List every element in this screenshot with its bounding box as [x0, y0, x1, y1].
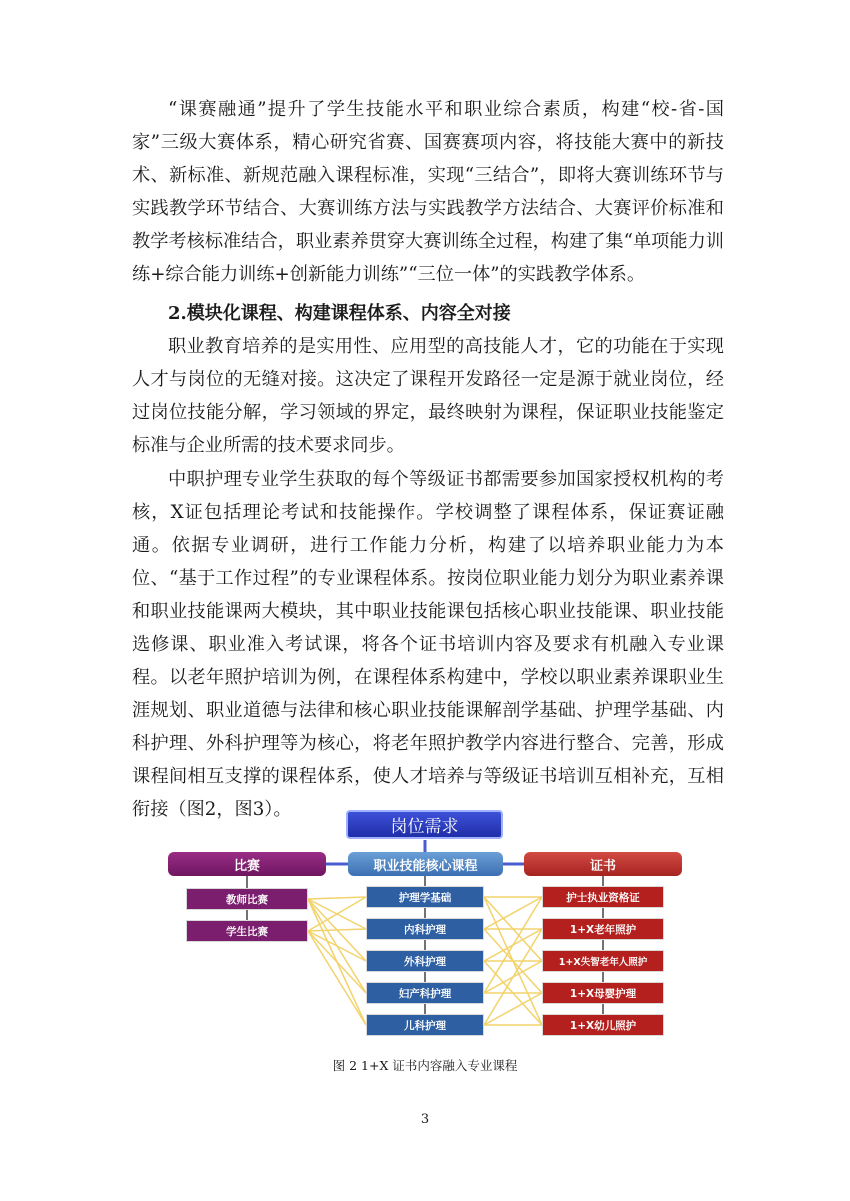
cert-item-maternal-care: 1+X母婴护理: [542, 982, 664, 1004]
competition-item-teacher: 教师比赛: [186, 888, 308, 910]
figure-caption: 图 2 1+X 证书内容融入专业课程: [332, 1058, 518, 1073]
section-heading: 2.模块化课程、构建课程体系、内容全对接: [168, 303, 511, 324]
course-item-obstetrics: 妇产科护理: [366, 982, 484, 1004]
course-item-nursing-basics: 护理学基础: [366, 886, 484, 908]
cert-item-child-care: 1+X幼儿照护: [542, 1014, 664, 1036]
competition-item-student: 学生比赛: [186, 920, 308, 942]
paragraph-3: 中职护理专业学生获取的每个等级证书都需要参加国家授权机构的考核，X证包括理论考试和技能操作。学校调整了课程体系，保证赛证融通。依据专业调研，进行工作能力分析，构建了以培养职业能力为本位、“基于工作过程”的专业课程体系。按岗位职业能力划分为职业素养课和职业技能课两大模块，其中职业技能课包括核心职业技能课、职业技能选修课、职业准入考试课，将各个证书培训内容及要求有机融入专业课程。以老年照护培训为例，在课程体系构建中，学校以职业素养课职业生涯规划、职业道德与法律和核心职业技能课解剖学基础、护理学基础、内科护理、外科护理等为核心，将老年照护教学内容进行整合、完善，形成课程间相互支撑的课程体系，使人才培养与等级证书培训互相补充，互相衔接（图2，图3）。: [132, 469, 724, 820]
cert-item-elderly-care: 1+X老年照护: [542, 918, 664, 940]
course-item-surgical: 外科护理: [366, 950, 484, 972]
page-number: 3: [420, 1112, 430, 1127]
paragraph-2: 职业教育培养的是实用性、应用型的高技能人才，它的功能在于实现人才与岗位的无缝对接。这决定了课程开发路径一定是源于就业岗位，经过岗位技能分解，学习领域的界定，最终映射为课程，保证职业技能鉴定标准与企业所需的技术要求同步。: [132, 336, 724, 456]
course-item-pediatrics: 儿科护理: [366, 1014, 484, 1036]
course-integration-diagram: [166, 808, 686, 1044]
competition-header: 比赛: [168, 852, 326, 876]
core-courses-header: 职业技能核心课程: [348, 852, 503, 876]
certificate-header: 证书: [524, 852, 682, 876]
job-demand-box: 岗位需求: [346, 810, 503, 839]
course-item-internal-medicine: 内科护理: [366, 918, 484, 940]
cert-item-nurse-license: 护士执业资格证: [542, 886, 664, 908]
cert-item-dementia-care: 1+X失智老年人照护: [542, 950, 664, 972]
paragraph-1: “课赛融通”提升了学生技能水平和职业综合素质，构建“校-省-国家”三级大赛体系，精心研究省赛、国赛赛项内容，将技能大赛中的新技术、新标准、新规范融入课程标准，实现“三结合”，即将大赛训练环节与实践教学环节结合、大赛训练方法与实践教学方法结合、大赛评价标准和教学考核标准结合，职业素养贯穿大赛训练全过程，构建了集“单项能力训练+综合能力训练+创新能力训练”“三位一体”的实践教学体系。: [132, 99, 724, 285]
